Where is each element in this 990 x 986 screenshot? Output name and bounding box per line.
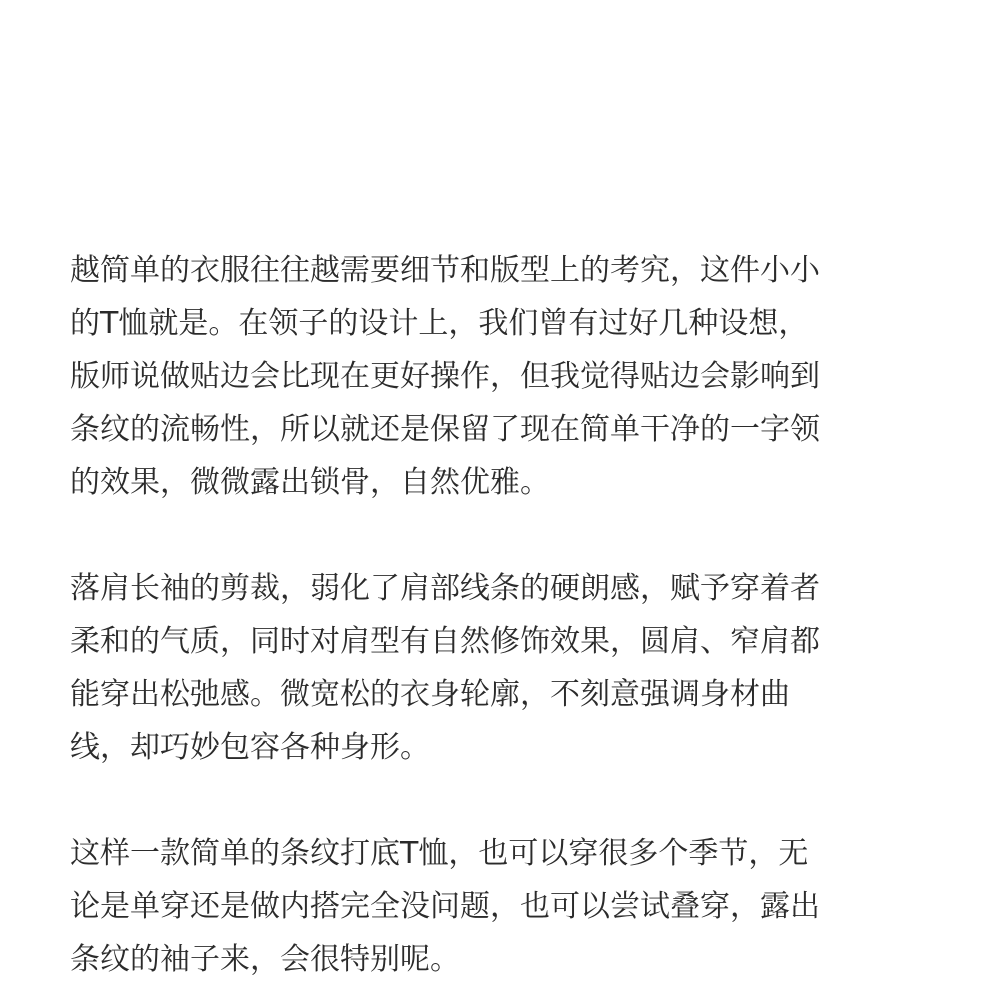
paragraph-spacer [70,509,930,562]
text-line: 这样一款简单的条纹打底T恤，也可以穿很多个季节，无 [70,836,809,871]
text-line: 论是单穿还是做内搭完全没问题，也可以尝试叠穿，露出 [70,889,820,924]
text-line: 能穿出松弛感。微宽松的衣身轮廓，不刻意强调身材曲 [70,677,790,712]
text-line: 条纹的流畅性，所以就还是保留了现在简单干净的一字领 [70,412,820,447]
paragraph-styling [70,827,930,986]
paragraph-sleeve-cut [70,562,930,774]
article-body [70,244,930,986]
text-line: 越简单的衣服往往越需要细节和版型上的考究，这件小小 [70,253,820,288]
text-line: 线，却巧妙包容各种身形。 [70,730,430,765]
text-line: 落肩长袖的剪裁，弱化了肩部线条的硬朗感，赋予穿着者 [70,571,820,606]
text-line: 的T恤就是。在领子的设计上，我们曾有过好几种设想， [70,306,809,341]
text-line: 的效果，微微露出锁骨，自然优雅。 [70,465,550,500]
paragraph-collar-design [70,244,930,509]
paragraph-spacer [70,774,930,827]
text-line: 版师说做贴边会比现在更好操作，但我觉得贴边会影响到 [70,359,820,394]
text-line: 条纹的袖子来，会很特别呢。 [70,942,460,977]
text-line: 柔和的气质，同时对肩型有自然修饰效果，圆肩、窄肩都 [70,624,820,659]
